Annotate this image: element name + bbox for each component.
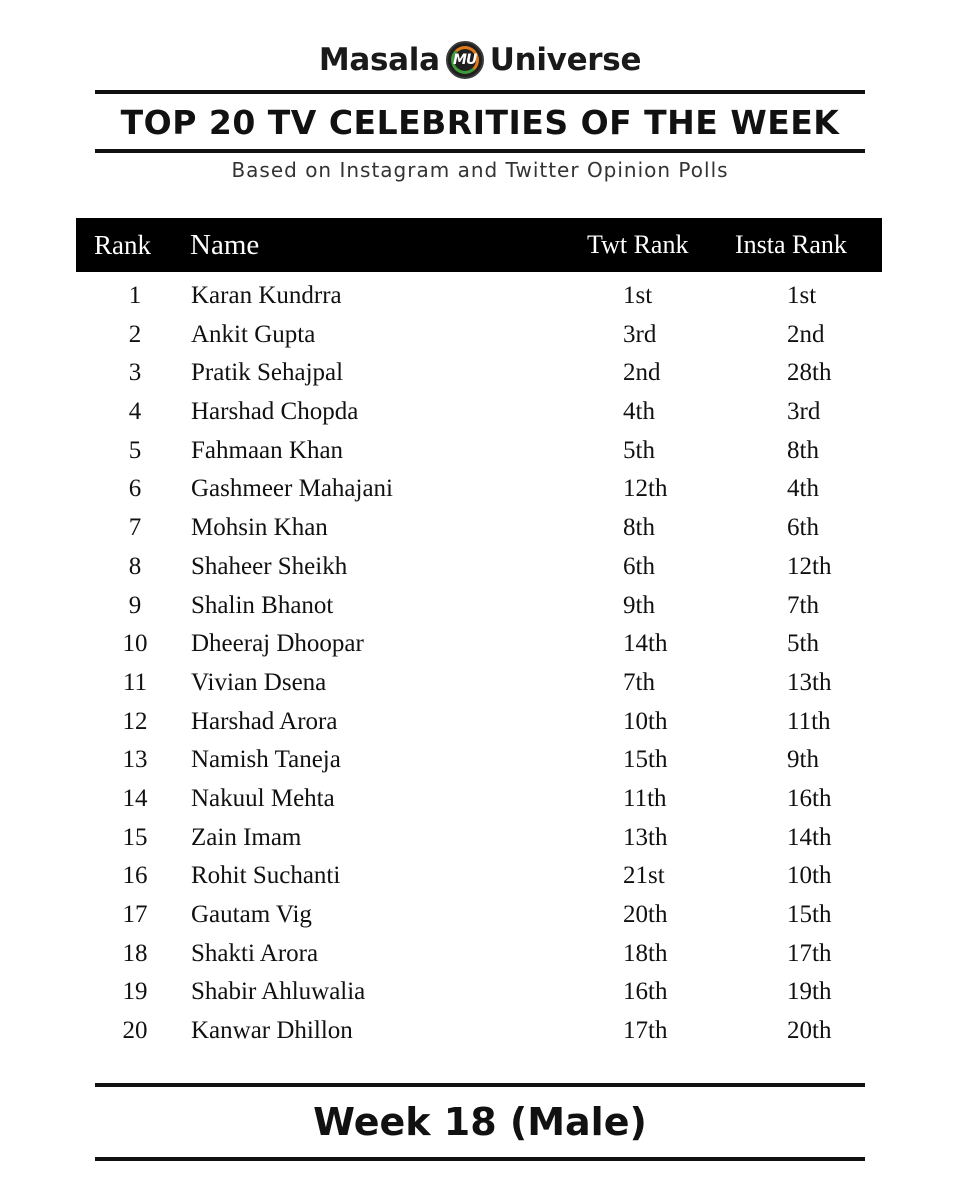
insta-rank-cell: 3rd xyxy=(787,398,821,426)
column-header-name: Name xyxy=(190,229,260,261)
insta-rank-cell: 19th xyxy=(787,978,832,1006)
rank-cell: 10 xyxy=(122,630,148,658)
insta-rank-cell: 6th xyxy=(787,514,819,542)
twt-rank-cell: 8th xyxy=(623,514,655,542)
rank-cell: 11 xyxy=(122,668,148,696)
name-cell: Namish Taneja xyxy=(191,746,341,774)
rank-cell: 19 xyxy=(122,978,148,1006)
insta-rank-cell: 7th xyxy=(787,591,819,619)
name-cell: Dheeraj Dhoopar xyxy=(191,630,364,658)
twt-rank-cell: 4th xyxy=(623,398,655,426)
week-label: Week 18 (Male) xyxy=(313,1100,647,1144)
rank-cell: 20 xyxy=(122,1017,148,1045)
table-row xyxy=(0,548,960,587)
insta-rank-cell: 1st xyxy=(787,282,817,309)
twt-rank-cell: 5th xyxy=(623,436,655,464)
name-cell: Vivian Dsena xyxy=(191,668,327,696)
page-subtitle: Based on Instagram and Twitter Opinion Polls xyxy=(231,158,729,182)
rank-cell: 12 xyxy=(122,707,148,735)
twt-rank-cell: 14th xyxy=(623,630,668,658)
table-row xyxy=(0,703,960,742)
page-title: TOP 20 TV CELEBRITIES OF THE WEEK xyxy=(120,102,840,142)
name-cell: Harshad Arora xyxy=(191,707,338,735)
insta-rank-cell: 20th xyxy=(787,1017,832,1045)
rank-cell: 18 xyxy=(122,939,148,967)
rank-cell: 2 xyxy=(128,320,142,348)
table-row xyxy=(0,1012,960,1051)
rank-cell: 9 xyxy=(128,591,142,619)
insta-rank-cell: 14th xyxy=(787,823,832,851)
table-row xyxy=(0,935,960,974)
insta-rank-cell: 10th xyxy=(787,862,832,890)
twt-rank-cell: 18th xyxy=(623,939,668,967)
rankings-table xyxy=(0,277,960,1051)
twt-rank-cell: 7th xyxy=(623,668,655,696)
title-divider xyxy=(95,149,865,153)
table-row xyxy=(0,780,960,819)
name-cell: Ankit Gupta xyxy=(191,320,316,348)
brand-name-right: Universe xyxy=(489,42,642,78)
rank-cell: 5 xyxy=(128,436,142,464)
name-cell: Gautam Vig xyxy=(191,901,312,928)
brand-name-left: Masala xyxy=(318,42,440,78)
twt-rank-cell: 15th xyxy=(623,746,668,774)
table-row xyxy=(0,316,960,355)
name-cell: Rohit Suchanti xyxy=(191,862,341,890)
logo-initials: MU xyxy=(453,52,477,68)
table-row xyxy=(0,819,960,858)
rank-cell: 17 xyxy=(122,901,148,928)
twt-rank-cell: 17th xyxy=(623,1017,668,1045)
name-cell: Nakuul Mehta xyxy=(191,784,335,812)
table-row xyxy=(0,973,960,1012)
name-cell: Shalin Bhanot xyxy=(191,591,334,619)
twt-rank-cell: 9th xyxy=(623,591,655,619)
twt-rank-cell: 6th xyxy=(623,552,655,580)
rank-cell: 8 xyxy=(128,552,142,580)
table-header xyxy=(76,218,882,272)
name-cell: Shabir Ahluwalia xyxy=(191,978,366,1006)
insta-rank-cell: 16th xyxy=(787,784,832,812)
name-cell: Fahmaan Khan xyxy=(191,436,344,464)
table-row xyxy=(0,432,960,471)
table-row xyxy=(0,857,960,896)
twt-rank-cell: 13th xyxy=(623,823,668,851)
twt-rank-cell: 10th xyxy=(623,707,668,735)
rank-cell: 15 xyxy=(122,823,148,851)
column-header-insta-rank: Insta Rank xyxy=(735,230,847,259)
rank-cell: 16 xyxy=(122,862,148,890)
insta-rank-cell: 5th xyxy=(787,630,819,658)
twt-rank-cell: 20th xyxy=(623,901,668,928)
footer-top-divider xyxy=(95,1083,865,1087)
insta-rank-cell: 11th xyxy=(787,707,831,735)
twt-rank-cell: 11th xyxy=(623,784,667,812)
mu-logo-icon xyxy=(446,41,484,79)
table-row xyxy=(0,470,960,509)
name-cell: Shakti Arora xyxy=(191,939,319,967)
name-cell: Mohsin Khan xyxy=(191,514,328,542)
insta-rank-cell: 12th xyxy=(787,552,832,580)
insta-rank-cell: 13th xyxy=(787,668,832,696)
insta-rank-cell: 9th xyxy=(787,746,819,774)
brand-logo xyxy=(0,36,960,84)
rank-cell: 7 xyxy=(128,514,142,542)
table-row xyxy=(0,625,960,664)
footer-bottom-divider xyxy=(95,1157,865,1161)
name-cell: Gashmeer Mahajani xyxy=(191,475,394,503)
twt-rank-cell: 2nd xyxy=(623,359,661,387)
table-row xyxy=(0,354,960,393)
column-header-rank: Rank xyxy=(94,230,151,260)
twt-rank-cell: 16th xyxy=(623,978,668,1006)
column-header-twt-rank: Twt Rank xyxy=(587,230,689,259)
name-cell: Karan Kundrra xyxy=(191,282,342,309)
name-cell: Harshad Chopda xyxy=(191,398,359,426)
name-cell: Zain Imam xyxy=(191,823,302,851)
insta-rank-cell: 28th xyxy=(787,359,832,387)
rank-cell: 13 xyxy=(122,746,148,774)
twt-rank-cell: 21st xyxy=(623,862,665,890)
table-row xyxy=(0,741,960,780)
insta-rank-cell: 4th xyxy=(787,475,819,503)
top-divider xyxy=(95,90,865,94)
name-cell: Shaheer Sheikh xyxy=(191,552,348,580)
table-row xyxy=(0,509,960,548)
rank-cell: 3 xyxy=(128,359,142,387)
name-cell: Kanwar Dhillon xyxy=(191,1017,353,1045)
twt-rank-cell: 1st xyxy=(623,282,653,309)
twt-rank-cell: 3rd xyxy=(623,320,657,348)
table-row xyxy=(0,587,960,626)
insta-rank-cell: 15th xyxy=(787,901,832,928)
name-cell: Pratik Sehajpal xyxy=(191,359,344,387)
rank-cell: 14 xyxy=(122,784,148,812)
twt-rank-cell: 12th xyxy=(623,475,668,503)
rank-cell: 6 xyxy=(128,475,142,503)
rank-cell: 1 xyxy=(128,282,142,309)
table-row xyxy=(0,896,960,935)
insta-rank-cell: 2nd xyxy=(787,320,825,348)
table-row xyxy=(0,664,960,703)
table-row xyxy=(0,393,960,432)
insta-rank-cell: 8th xyxy=(787,436,819,464)
table-row xyxy=(0,277,960,316)
rank-cell: 4 xyxy=(128,398,142,426)
insta-rank-cell: 17th xyxy=(787,939,832,967)
